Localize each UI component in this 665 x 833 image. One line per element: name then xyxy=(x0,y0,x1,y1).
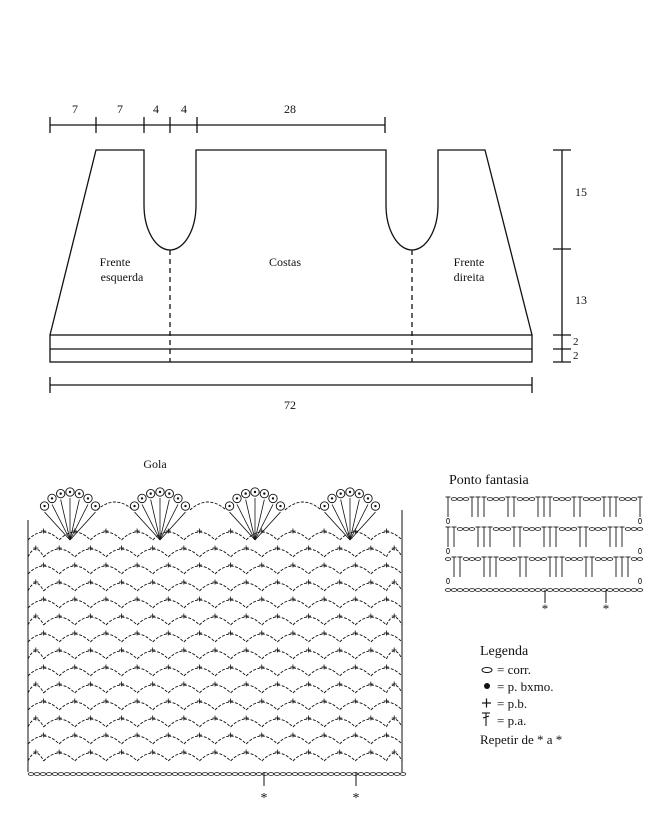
picot-dot xyxy=(69,491,71,493)
picot-dot xyxy=(51,497,53,499)
base-chain xyxy=(463,589,469,592)
foundation-chain xyxy=(322,773,328,776)
chain-st xyxy=(625,528,631,531)
foundation-chain xyxy=(280,773,286,776)
picot-dot xyxy=(87,497,89,499)
foundation-chain xyxy=(238,773,244,776)
foundation-chain xyxy=(286,773,292,776)
chain-st xyxy=(595,558,601,561)
base-chain xyxy=(511,589,517,592)
foundation-chain xyxy=(244,773,250,776)
foundation-chain xyxy=(58,773,64,776)
fan-stitch xyxy=(332,504,350,540)
base-chain xyxy=(541,589,547,592)
chain-st xyxy=(589,528,595,531)
foundation-chain xyxy=(346,773,352,776)
picot-dot xyxy=(59,492,61,494)
base-chain xyxy=(457,589,463,592)
base-chain xyxy=(625,589,631,592)
dim-right-1: 15 xyxy=(575,185,587,199)
foundation-chain xyxy=(136,773,142,776)
base-chain xyxy=(493,589,499,592)
pf-repeat-mark-2: * xyxy=(602,601,610,616)
foundation-chain xyxy=(298,773,304,776)
foundation-chain xyxy=(160,773,166,776)
chain-st xyxy=(565,558,571,561)
chain-st xyxy=(493,498,499,501)
chain-st xyxy=(535,528,541,531)
chain-st xyxy=(529,558,535,561)
chain-st xyxy=(541,558,547,561)
foundation-chain xyxy=(250,773,256,776)
fan-stitch xyxy=(45,512,70,540)
base-chain xyxy=(487,589,493,592)
chain-st xyxy=(511,558,517,561)
fan-stitch xyxy=(70,512,95,540)
gola-repeat-mark-2: * xyxy=(352,791,360,806)
base-chain xyxy=(637,589,643,592)
link-arch xyxy=(97,502,133,510)
chain-st xyxy=(619,498,625,501)
picot-dot xyxy=(367,497,369,499)
dim-right-2: 13 xyxy=(575,293,587,307)
fan-stitch xyxy=(160,500,169,540)
foundation-chain xyxy=(310,773,316,776)
fan-stitch xyxy=(325,512,350,540)
base-chain xyxy=(445,589,451,592)
foundation-chain xyxy=(148,773,154,776)
fan-stitch xyxy=(160,512,185,540)
chain-st xyxy=(505,558,511,561)
foundation-chain xyxy=(82,773,88,776)
dim-top-1: 7 xyxy=(72,102,78,116)
chain-st xyxy=(499,528,505,531)
chain-st xyxy=(523,498,529,501)
picot-dot xyxy=(168,492,170,494)
base-chain xyxy=(469,589,475,592)
base-chain xyxy=(547,589,553,592)
fan-stitch xyxy=(341,500,350,540)
fan-stitch xyxy=(160,504,178,540)
foundation-chain xyxy=(172,773,178,776)
base-chain xyxy=(559,589,565,592)
legend-title: Legenda xyxy=(480,644,529,659)
chain-st xyxy=(571,528,577,531)
foundation-chain xyxy=(268,773,274,776)
base-chain xyxy=(613,589,619,592)
plus-icon xyxy=(482,699,491,708)
chain-st xyxy=(529,498,535,501)
base-chain xyxy=(529,589,535,592)
chain-st xyxy=(553,498,559,501)
picot-dot xyxy=(349,491,351,493)
gola-stitch-chart xyxy=(28,488,406,786)
foundation-chain xyxy=(202,773,208,776)
foundation-chain xyxy=(220,773,226,776)
top-dimension-line xyxy=(50,117,385,133)
turning-chain xyxy=(639,578,642,583)
foundation-chain xyxy=(208,773,214,776)
chain-st xyxy=(601,558,607,561)
foundation-chain xyxy=(232,773,238,776)
picot-dot xyxy=(263,492,265,494)
base-chain xyxy=(505,589,511,592)
foundation-chain xyxy=(106,773,112,776)
fan-stitch xyxy=(255,500,264,540)
foundation-chain xyxy=(190,773,196,776)
picot-dot xyxy=(236,497,238,499)
picot-dot xyxy=(78,492,80,494)
foundation-chain xyxy=(196,773,202,776)
foundation-chain xyxy=(112,773,118,776)
foundation-chain xyxy=(304,773,310,776)
picot-dot xyxy=(228,505,230,507)
pf-repeat-mark-1: * xyxy=(541,601,549,616)
dc-stitch-icon xyxy=(482,713,490,726)
foundation-chain xyxy=(64,773,70,776)
dot-icon xyxy=(484,683,490,689)
foundation-chain xyxy=(166,773,172,776)
picot-dot xyxy=(133,505,135,507)
foundation-chain xyxy=(154,773,160,776)
fan-stitch xyxy=(350,500,359,540)
foundation-chain xyxy=(352,773,358,776)
foundation-chain xyxy=(178,773,184,776)
dim-right-3: 2 xyxy=(573,336,579,348)
body-outline xyxy=(50,150,532,335)
foundation-chain xyxy=(70,773,76,776)
turning-chain xyxy=(639,518,642,523)
chain-st xyxy=(451,498,457,501)
fan-stitch xyxy=(61,500,70,540)
legend xyxy=(480,644,562,747)
fan-stitch xyxy=(255,512,280,540)
fan-stitch xyxy=(246,500,255,540)
foundation-chain xyxy=(100,773,106,776)
base-chain xyxy=(475,589,481,592)
chain-st xyxy=(631,498,637,501)
picot-dot xyxy=(339,492,341,494)
foundation-chain xyxy=(52,773,58,776)
foundation-chain xyxy=(214,773,220,776)
chain-st xyxy=(565,498,571,501)
dim-top-5: 28 xyxy=(284,102,296,116)
chain-st xyxy=(505,528,511,531)
base-chain xyxy=(499,589,505,592)
foundation-chain xyxy=(256,773,262,776)
picot-dot xyxy=(358,492,360,494)
foundation-chain xyxy=(292,773,298,776)
foundation-chain xyxy=(262,773,268,776)
chain-st xyxy=(595,528,601,531)
foundation-chain xyxy=(364,773,370,776)
fan-stitch xyxy=(52,504,70,540)
foundation-chain xyxy=(46,773,52,776)
foundation-chain xyxy=(334,773,340,776)
base-chain xyxy=(451,589,457,592)
picot-dot xyxy=(331,497,333,499)
legend-item-pbxmo: = p. bxmo. xyxy=(497,679,554,694)
picot-dot xyxy=(374,505,376,507)
foundation-chain xyxy=(28,773,34,776)
base-chain xyxy=(571,589,577,592)
base-chain xyxy=(523,589,529,592)
picot-dot xyxy=(279,505,281,507)
chain-st xyxy=(565,528,571,531)
foundation-chain xyxy=(76,773,82,776)
chain-st xyxy=(463,528,469,531)
turning-chain xyxy=(447,548,450,553)
chain-st xyxy=(607,558,613,561)
foundation-chain xyxy=(124,773,130,776)
chain-st xyxy=(499,498,505,501)
foundation-chain xyxy=(394,773,400,776)
chain-st xyxy=(625,498,631,501)
foundation-chain xyxy=(400,773,406,776)
chain-st xyxy=(595,498,601,501)
label-left-front-1: Frente xyxy=(99,255,131,269)
chain-st xyxy=(445,558,451,561)
picot-dot xyxy=(43,505,45,507)
foundation-chain xyxy=(382,773,388,776)
legend-repeat-text: Repetir de * a * xyxy=(480,732,563,747)
picot-dot xyxy=(141,497,143,499)
picot-dot xyxy=(177,497,179,499)
chain-oval-icon xyxy=(482,668,492,673)
turning-chain xyxy=(447,578,450,583)
chain-st xyxy=(559,528,565,531)
link-arch xyxy=(285,502,321,510)
picot-dot xyxy=(94,505,96,507)
chain-st xyxy=(577,558,583,561)
chain-st xyxy=(463,558,469,561)
picot-dot xyxy=(184,505,186,507)
foundation-chain xyxy=(118,773,124,776)
chain-st xyxy=(469,558,475,561)
turning-chain xyxy=(639,548,642,553)
foundation-chain xyxy=(94,773,100,776)
label-right-front-2: direita xyxy=(453,270,485,284)
ponto-fantasia-title: Ponto fantasia xyxy=(449,473,529,488)
chain-st xyxy=(493,528,499,531)
chain-st xyxy=(589,498,595,501)
chain-st xyxy=(637,558,643,561)
base-chain xyxy=(565,589,571,592)
bottom-dimension-line xyxy=(50,377,532,393)
chain-st xyxy=(523,528,529,531)
picot-dot xyxy=(159,491,161,493)
chain-st xyxy=(463,498,469,501)
chain-st xyxy=(517,498,523,501)
base-chain xyxy=(589,589,595,592)
foundation-chain xyxy=(34,773,40,776)
dim-top-2: 7 xyxy=(117,102,123,116)
base-chain xyxy=(535,589,541,592)
dim-top-3: 4 xyxy=(153,102,159,116)
chain-st xyxy=(529,528,535,531)
gola-title: Gola xyxy=(143,457,167,471)
legend-item-pa: = p.a. xyxy=(497,713,527,728)
chain-st xyxy=(457,498,463,501)
chain-st xyxy=(631,528,637,531)
chain-st xyxy=(631,558,637,561)
foundation-chain xyxy=(40,773,46,776)
fan-stitch xyxy=(350,512,375,540)
chain-st xyxy=(457,528,463,531)
base-chain xyxy=(517,589,523,592)
picot-dot xyxy=(254,491,256,493)
right-dimension-line xyxy=(553,150,571,362)
chain-st xyxy=(499,558,505,561)
dim-top-4: 4 xyxy=(181,102,187,116)
foundation-chain xyxy=(376,773,382,776)
chain-st xyxy=(571,558,577,561)
foundation-chain xyxy=(142,773,148,776)
base-chain xyxy=(595,589,601,592)
picot-dot xyxy=(149,492,151,494)
chain-st xyxy=(469,528,475,531)
base-chain xyxy=(553,589,559,592)
foundation-chain xyxy=(88,773,94,776)
chain-st xyxy=(583,498,589,501)
base-chain xyxy=(631,589,637,592)
fan-stitch xyxy=(70,500,79,540)
label-back: Costas xyxy=(268,255,302,269)
base-chain xyxy=(619,589,625,592)
foundation-chain xyxy=(184,773,190,776)
base-chain xyxy=(583,589,589,592)
legend-item-pb: = p.b. xyxy=(497,696,528,711)
foundation-chain xyxy=(274,773,280,776)
base-chain xyxy=(481,589,487,592)
fan-stitch xyxy=(350,504,368,540)
foundation-chain xyxy=(388,773,394,776)
chain-st xyxy=(475,558,481,561)
link-arch xyxy=(190,502,226,510)
gola-repeat-mark-1: * xyxy=(260,791,268,806)
foundation-chain xyxy=(328,773,334,776)
legend-item-corr: = corr. xyxy=(497,662,532,677)
fan-stitch xyxy=(70,504,88,540)
chain-st xyxy=(601,528,607,531)
picot-dot xyxy=(323,505,325,507)
ponto-fantasia-chart xyxy=(445,497,643,603)
chain-st xyxy=(487,498,493,501)
chain-st xyxy=(637,528,643,531)
chain-st xyxy=(559,498,565,501)
dim-bottom: 72 xyxy=(284,398,296,412)
turning-chain xyxy=(447,518,450,523)
fan-stitch xyxy=(142,504,160,540)
foundation-chain xyxy=(358,773,364,776)
fan-stitch xyxy=(151,500,160,540)
picot-dot xyxy=(272,497,274,499)
label-right-front-1: Frente xyxy=(453,255,485,269)
dim-right-4: 2 xyxy=(573,350,579,362)
foundation-chain xyxy=(130,773,136,776)
foundation-chain xyxy=(226,773,232,776)
base-chain xyxy=(577,589,583,592)
fan-stitch xyxy=(230,512,255,540)
label-left-front-2: esquerda xyxy=(100,270,144,284)
picot-dot xyxy=(244,492,246,494)
foundation-chain xyxy=(340,773,346,776)
chain-st xyxy=(535,558,541,561)
base-chain xyxy=(607,589,613,592)
foundation-chain xyxy=(370,773,376,776)
foundation-chain xyxy=(316,773,322,776)
